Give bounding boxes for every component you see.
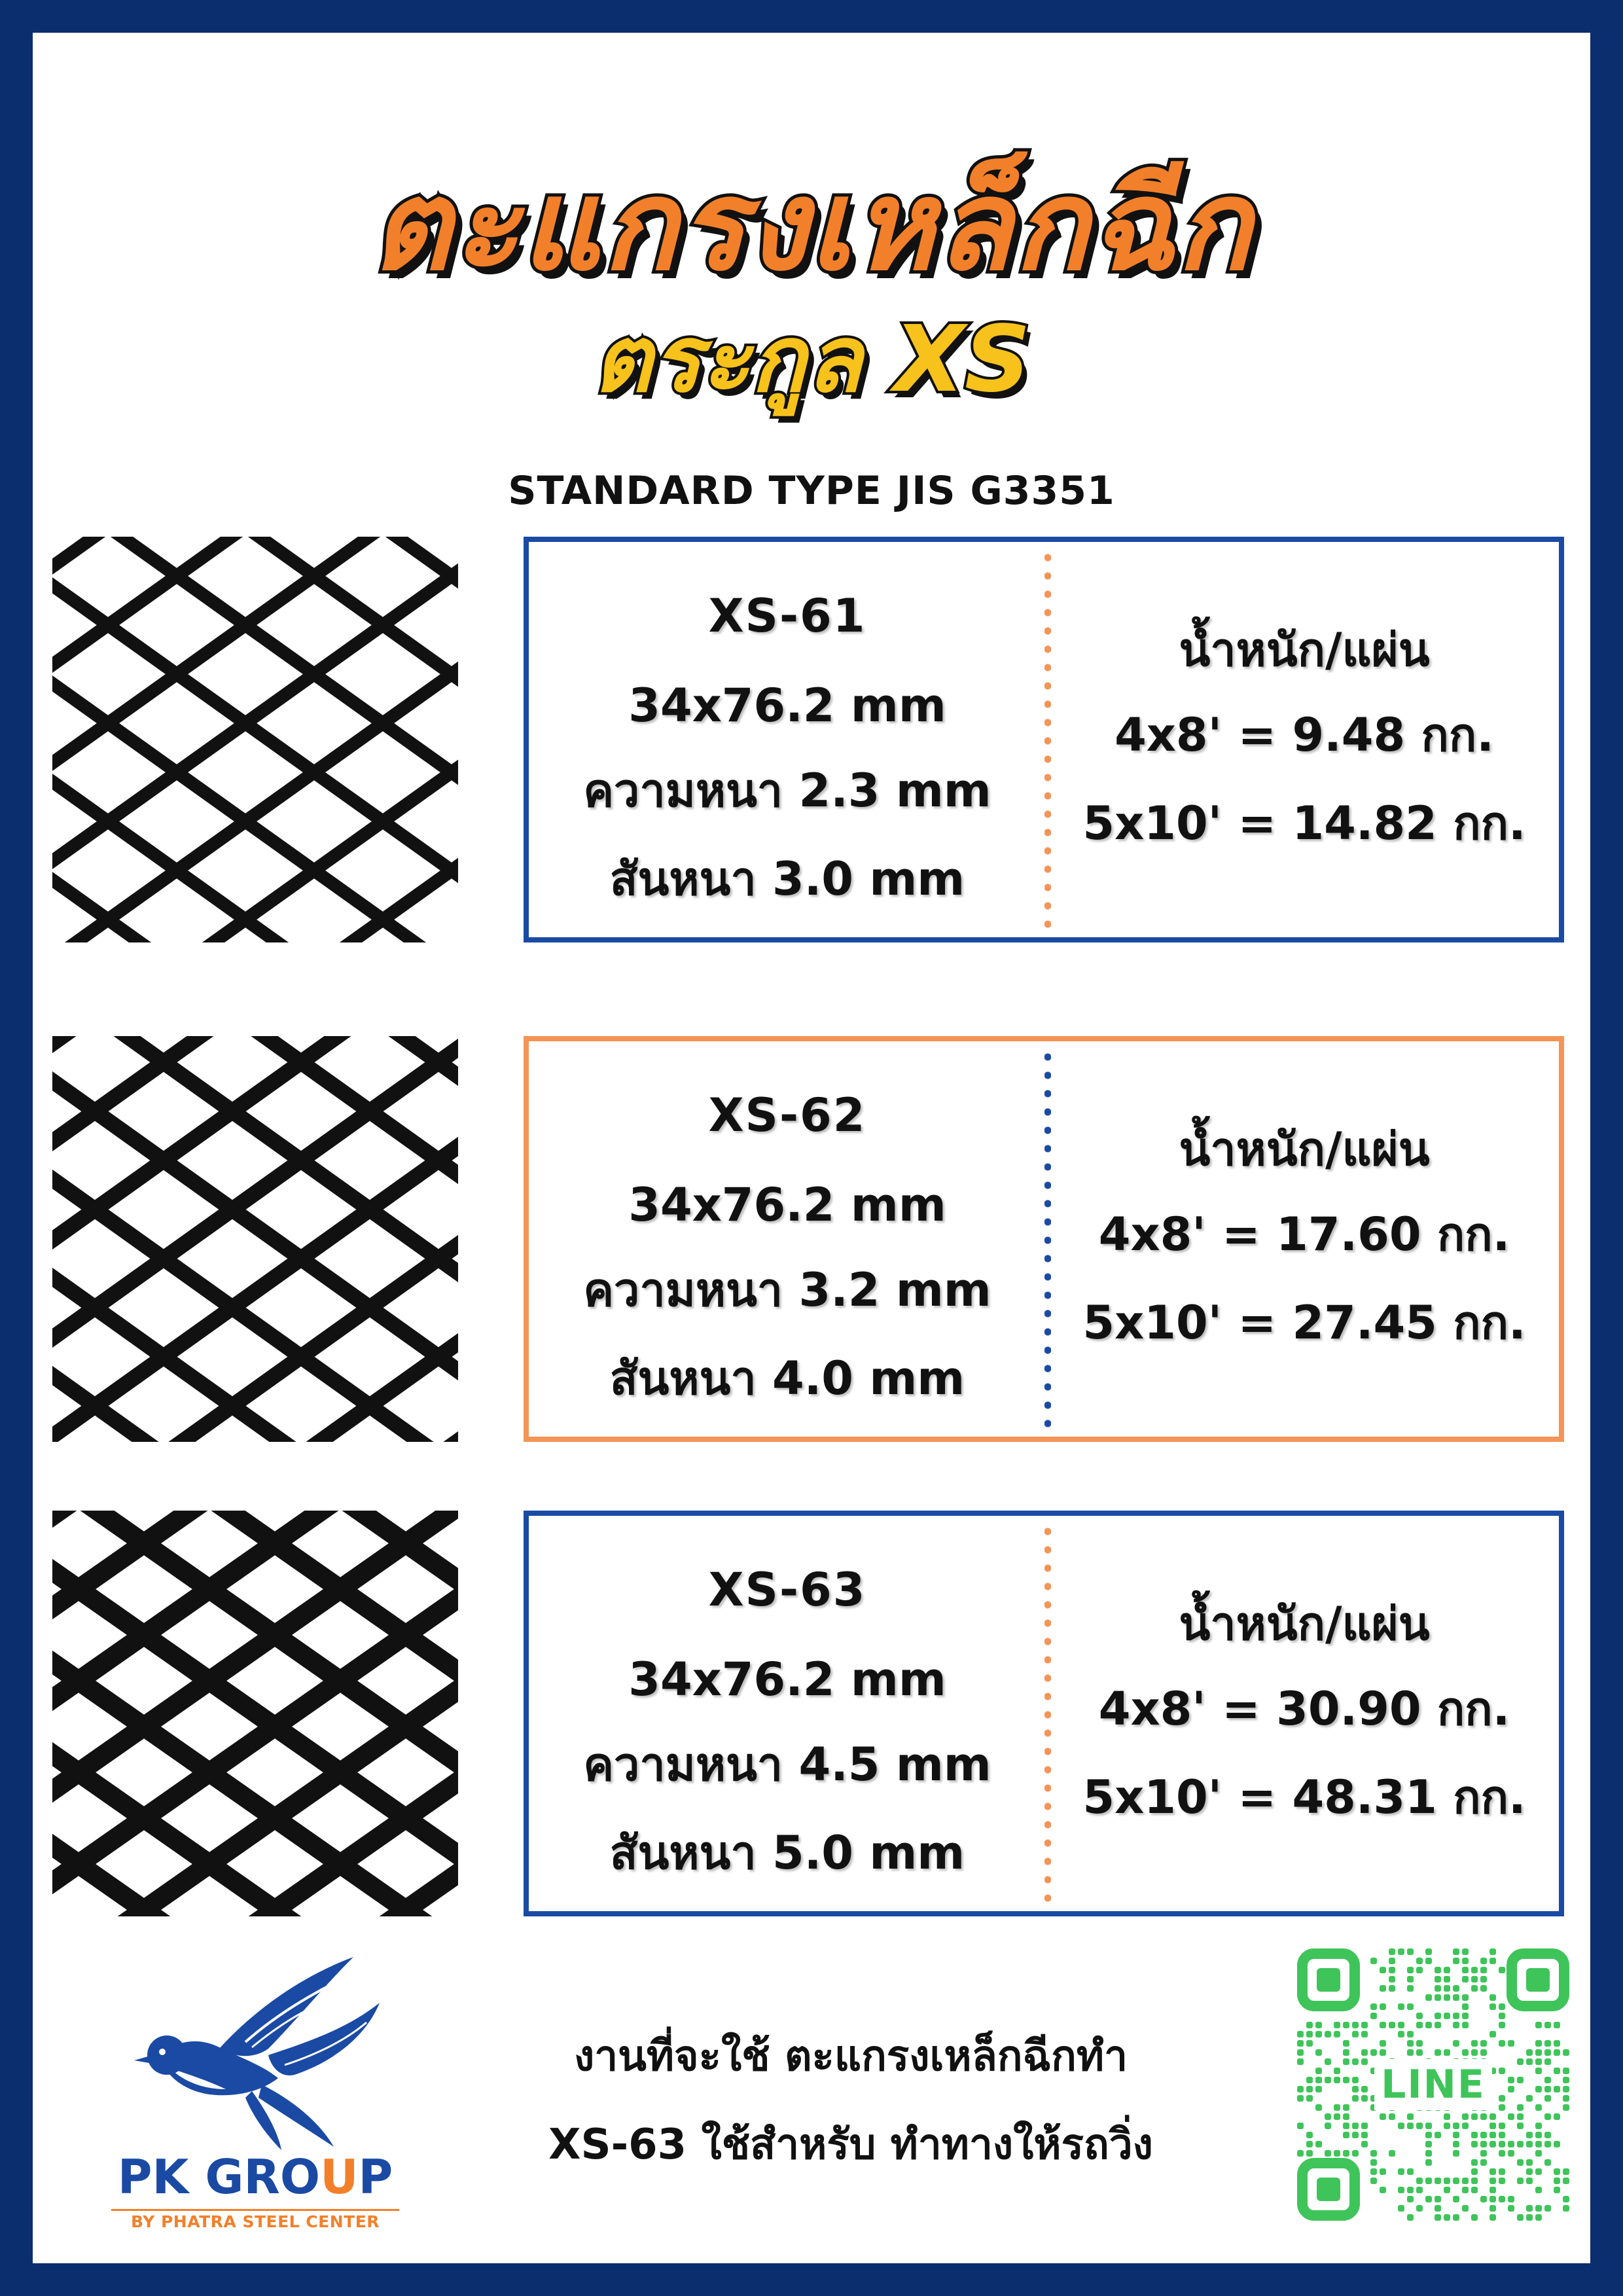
weight-4x8: 4x8' = 9.48 กก. (1115, 708, 1494, 762)
spec-weights (1049, 542, 1560, 937)
weight-4x8: 4x8' = 17.60 กก. (1098, 1208, 1510, 1261)
mesh-size: 34x76.2 mm (628, 1653, 946, 1706)
expanded-metal-mesh-icon (52, 537, 458, 942)
expanded-metal-mesh-icon (52, 1511, 458, 1916)
mesh-image-xs-61 (52, 537, 458, 942)
product-row-xs-63 (33, 1511, 1590, 1916)
standard-label: STANDARD TYPE JIS G3351 (508, 468, 1115, 514)
weight-heading: น้ำหนัก/แผ่น (1179, 1597, 1430, 1651)
mesh-size: 34x76.2 mm (628, 679, 946, 732)
strand-thickness: สันหนา 5.0 mm (609, 1826, 965, 1880)
spec-dimensions (529, 1516, 1046, 1911)
model-code: XS-63 (708, 1563, 866, 1617)
model-code: XS-61 (708, 589, 866, 643)
spec-weights (1049, 1516, 1560, 1911)
weight-5x10: 5x10' = 48.31 กก. (1082, 1770, 1526, 1824)
product-row-xs-61 (33, 537, 1590, 942)
weight-5x10: 5x10' = 14.82 กก. (1082, 797, 1526, 850)
pk-group-logo (105, 1950, 406, 2238)
expanded-metal-mesh-icon (52, 1036, 458, 1442)
weight-5x10: 5x10' = 27.45 กก. (1082, 1296, 1526, 1350)
page-title: ตะแกรงเหล็กฉีก (370, 153, 1253, 298)
weight-4x8: 4x8' = 30.90 กก. (1098, 1682, 1510, 1736)
strand-thickness: สันหนา 4.0 mm (609, 1352, 965, 1405)
spec-box-xs-61 (524, 537, 1564, 942)
qr-code-icon (1296, 1947, 1571, 2222)
spec-dimensions (529, 542, 1046, 937)
spec-weights (1049, 1041, 1560, 1437)
mesh-image-xs-63 (52, 1511, 458, 1916)
usage-line-1: งานที่จะใช้ ตะแกรงเหล็กฉีกทำ (573, 2032, 1128, 2081)
model-code: XS-62 (708, 1088, 866, 1142)
weight-heading: น้ำหนัก/แผ่น (1179, 1122, 1430, 1176)
weight-heading: น้ำหนัก/แผ่น (1179, 623, 1430, 677)
logo-tagline: BY PHATRA STEEL CENTER (130, 2212, 380, 2231)
line-qr-code[interactable] (1296, 1947, 1571, 2222)
spec-dimensions (529, 1041, 1046, 1437)
swallow-bird-icon (105, 1950, 406, 2153)
logo-wordmark: PK GROUP (117, 2149, 393, 2204)
product-row-xs-62 (33, 1036, 1590, 1442)
spec-box-xs-62 (524, 1036, 1564, 1442)
sheet-thickness: ความหนา 3.2 mm (583, 1263, 991, 1317)
qr-line-label: LINE (1296, 1947, 1571, 2222)
sheet-thickness: ความหนา 4.5 mm (583, 1738, 991, 1791)
strand-thickness: สันหนา 3.0 mm (609, 852, 965, 906)
mesh-image-xs-62 (52, 1036, 458, 1442)
spec-box-xs-63 (524, 1511, 1564, 1916)
page-subtitle: ตระกูล XS (592, 306, 1031, 413)
usage-line-2: XS-63 ใช้สำหรับ ทำทางให้รถวิ่ง (548, 2121, 1153, 2169)
mesh-size: 34x76.2 mm (628, 1178, 946, 1232)
sheet-thickness: ความหนา 2.3 mm (583, 764, 991, 817)
poster (33, 33, 1590, 2263)
logo-rule (111, 2209, 399, 2211)
